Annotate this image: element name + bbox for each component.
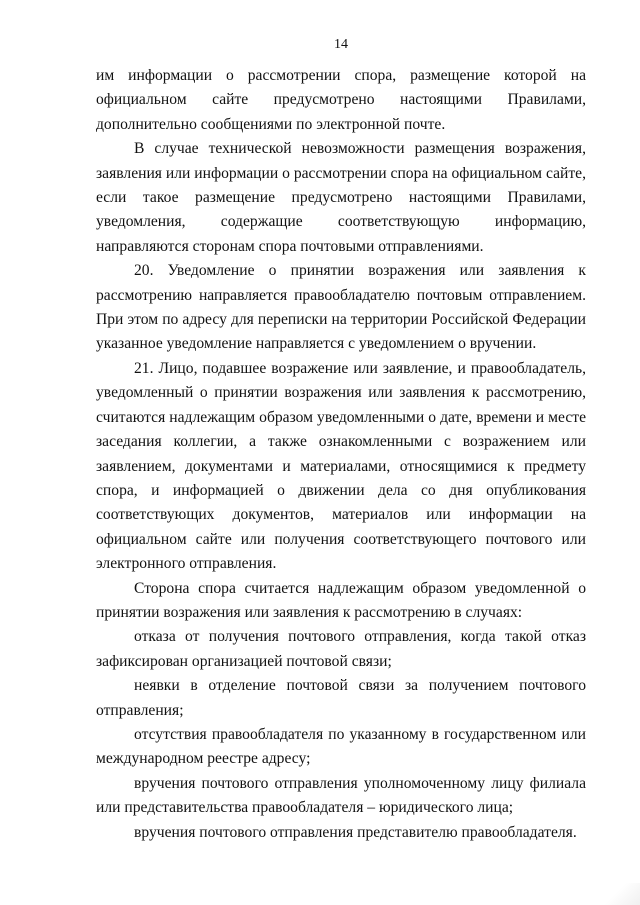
paragraph-clause-20: 20. Уведомление о принятии возражения или заявления к рассмотрению направляется правообладателю почтовым отправлением. При этом по адресу для переписки на территории Российской Федерации указанное уведомление направляется с уведомлением о вручении.	[96, 262, 586, 353]
list-item-absence: отсутствия правообладателя по указанному в государственном или международном реестре адресу;	[96, 725, 586, 768]
paragraph-technical-impossibility: В случае технической невозможности размещения возражения, заявления или информации о рассмотрении спора на официальном сайте, если такое размещение предусмотрено настоящими Правилами, уведомления, содержащие соответствующую информацию, направляются сторонам спора почтовыми отправлениями.	[96, 140, 586, 255]
list-item-refusal: отказа от получения почтового отправления, когда такой отказ зафиксирован организацией почтовой связи;	[96, 628, 586, 670]
list-item-branch-delivery: вручения почтового отправления уполномоченному лицу филиала или представительства правообладателя – юридического лица;	[96, 774, 586, 817]
scan-edge-shadow	[600, 883, 640, 905]
paragraph-clause-21: 21. Лицо, подавшее возражение или заявление, и правообладатель, уведомленный о принятии возражения или заявления к рассмотрению, считаются надлежащим образом уведомленными о дате, времени и месте заседания коллегии, а также ознакомленными с возражением или заявлением, документами и материалами, относящимися к предмету спора, и информацией о движении дела со дня опубликования соответствующих документов, материалов или информации на официальном сайте или получения соответствующего почтового или электронного отправления.	[96, 359, 586, 573]
page-number: 14	[334, 37, 348, 52]
paragraph-party-notified: Сторона спора считается надлежащим образом уведомленной о принятии возражения или заявления к рассмотрению в случаях:	[96, 579, 586, 621]
list-item-no-show: неявки в отделение почтовой связи за получением почтового отправления;	[96, 677, 586, 719]
list-item-representative-delivery: вручения почтового отправления представителю правообладателя.	[134, 823, 577, 841]
paragraph-continuation: им информации о рассмотрении спора, размещение которой на официальном сайте предусмотрено настоящими Правилами, дополнительно сообщениями по электронной почте.	[96, 67, 586, 133]
